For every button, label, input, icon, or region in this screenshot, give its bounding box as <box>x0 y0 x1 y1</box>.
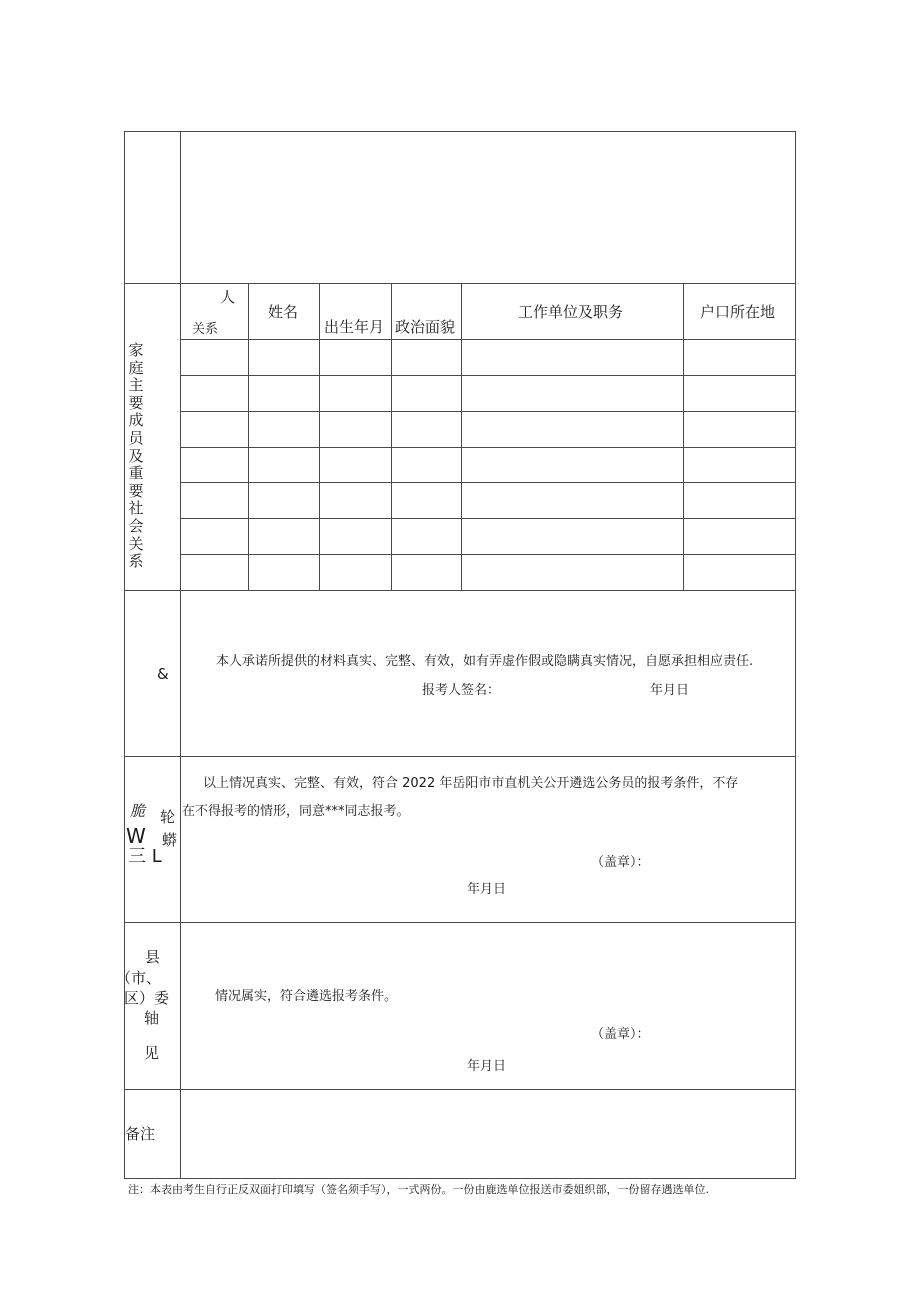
pledge-section-label: & <box>157 665 169 683</box>
county-opinion: 情况属实，符合遴选报考条件。 <box>215 989 398 1004</box>
county-label-line: 轴 <box>144 1009 160 1027</box>
row-divider <box>124 283 796 284</box>
family-row-line <box>180 518 796 519</box>
row-divider <box>124 756 796 757</box>
row-divider <box>124 1089 796 1090</box>
family-col-line <box>319 283 320 590</box>
county-label-line: 区）委 <box>124 989 170 1007</box>
family-section-label: 家 庭 主 要 成 员 及 重 要 社 会 关 系 <box>128 341 144 571</box>
county-label-line: 见 <box>144 1044 160 1062</box>
unit-opinion-line-2: 在不得报考的情形，同意***同志报考。 <box>182 804 410 819</box>
header-birth: 出生年月 <box>324 318 385 336</box>
header-work: 工作单位及职务 <box>518 303 624 321</box>
family-col-line <box>391 283 392 590</box>
unit-label-glyph: 三 L <box>128 846 162 867</box>
unit-label-glyph: 脆 <box>130 802 146 820</box>
pledge-statement: 本人承诺所提供的材料真实、完整、有效，如有弄虚作假或隐瞒真实情况，自愿承担相应责任. <box>216 654 754 669</box>
unit-label-glyph: W <box>126 824 146 848</box>
label-column-divider <box>180 131 181 1179</box>
unit-label-glyph: 蟒 <box>162 831 178 849</box>
row-divider <box>124 922 796 923</box>
family-header-line <box>180 339 796 340</box>
family-row-line <box>180 554 796 555</box>
unit-opinion-line-1: 以上情况真实、完整、有效，符合 2022 年岳阳市市直机关公开遴选公务员的报考条件，不存 <box>203 776 739 791</box>
row-divider <box>124 590 796 591</box>
family-col-line <box>461 283 462 590</box>
header-relation-bottom: 关系 <box>192 322 219 337</box>
signature-label: 报考人签名： <box>422 683 501 698</box>
unit-seal-label: （盖章）： <box>591 855 650 870</box>
family-row-line <box>180 482 796 483</box>
county-label-line: 县 <box>145 948 161 966</box>
remarks-label: 备注 <box>125 1125 156 1143</box>
header-name: 姓名 <box>268 303 299 321</box>
header-political: 政治面貌 <box>395 318 456 336</box>
family-row-line <box>180 411 796 412</box>
family-row-line <box>180 375 796 376</box>
pledge-date: 年月日 <box>650 683 690 698</box>
header-relation-top: 人 <box>220 288 236 306</box>
county-date: 年月日 <box>467 1059 507 1074</box>
unit-label-glyph: 轮 <box>160 808 176 826</box>
footnote: 注：本表由考生自行正反双面打印填写（签名须手写），一式两份。一份由鹿选单位报送市委姐织部，一份留存遇选单位. <box>128 1183 709 1196</box>
county-label-line: （市、 <box>116 969 162 987</box>
header-hukou: 户口所在地 <box>700 303 776 321</box>
family-col-line <box>683 283 684 590</box>
family-row-line <box>180 447 796 448</box>
county-seal-label: （盖章）： <box>591 1027 650 1042</box>
unit-date: 年月日 <box>467 882 507 897</box>
family-col-line <box>248 283 249 590</box>
